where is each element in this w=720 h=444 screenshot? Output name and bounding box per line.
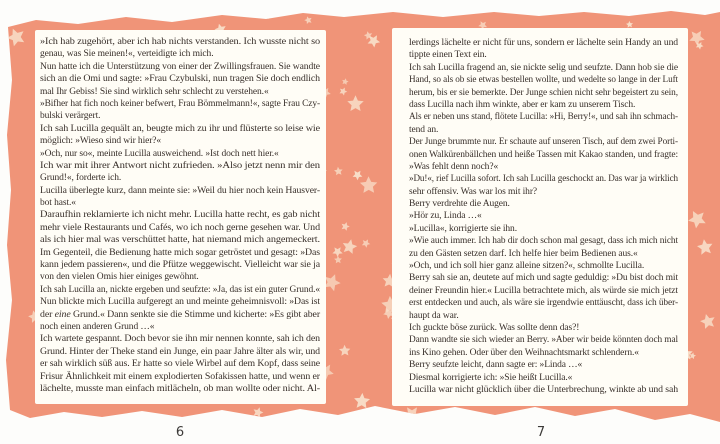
text-line: sehr offensiv. Was war los mit ihr?	[409, 186, 538, 197]
text-line: dass Lucilla nach ihm winkte, aber er kam zu unserem Tisch.	[409, 99, 636, 110]
text-line: Ich sah Lucilla an, nickte ergeben und seufzte: »Ja, das ist ein guter Grund.«	[40, 284, 320, 295]
text-line: Berry verdrehte die Augen.	[409, 199, 510, 210]
text-line: herum, bis er sie bemerkte. Der Junge schien nicht sehr begeistert zu sein,	[409, 87, 678, 98]
text-line: Diesmal korrigierte ich: »Sie heißt Lucilla.«	[409, 372, 573, 383]
star-icon	[509, 413, 519, 422]
text-line: Hand, so als ob sie etwas bestellen wollte, und wedelte so lange in der Luft	[409, 75, 678, 86]
text-line: »Ich hab zugehört, aber ich hab nichts verstanden. Ich wusste nicht so	[40, 37, 320, 47]
text-line: Berry seufzte leicht, dann sagte er: »Linda …«	[409, 360, 583, 371]
text-line: sich an die Omi und sagte: »Frau Czybulski, nun tragen Sie doch endlich	[40, 74, 321, 85]
left-page	[35, 30, 326, 404]
text-line: Der Junge brummte nur. Er schaute auf unseren Tisch, auf dem zwei Porti-	[409, 137, 678, 148]
text-line: genau, was Sie meinen!«, verteidigte ich mich.	[40, 49, 214, 60]
text-line: zu den Gästen setzen darf. Ich helfe hier beim Bedienen aus.«	[409, 248, 638, 259]
right-page-lines	[409, 35, 678, 394]
page-number-left: 6	[175, 425, 185, 440]
right-page	[392, 28, 688, 406]
text-line: »Och, nur so«, meinte Lucilla ausweichend. »Ist doch nett hier.«	[40, 148, 279, 159]
text-line: Ich war mit ihrer Antwort nicht zufrieden. »Also jetzt nenn mir den	[40, 160, 321, 171]
page-number-right: 7	[536, 425, 546, 440]
text-line: Nun hatte ich die Unterstützung von einer der Zwillingsfrauen. Sie wandte	[40, 61, 320, 72]
text-line: »Hör zu, Linda …«	[409, 211, 482, 222]
text-line: mal Ihr Gebiss! Sie sind wirklich sehr schlecht zu verstehen.«	[40, 86, 269, 97]
text-line: haupt da war.	[409, 310, 459, 321]
text-line: noch einen anderen Grund …«	[40, 321, 155, 332]
text-line: Lucilla überlegte kurz, dann meinte sie: »Weil du hier noch kein Hausver-	[40, 185, 320, 196]
text-line: bulski verärgert.	[40, 111, 101, 122]
text-line: Grund. Hinter der Theke stand ein Junge, ein paar Jahre älter als wir, und	[40, 346, 320, 357]
text-line: deiner Freundin hier.« Lucilla betrachtete mich, als würde sie mich jetzt	[409, 285, 679, 296]
text-line: als ich hier mal was verschüttet hatte, hat niemand mich angemeckert.	[40, 235, 321, 246]
text-line: der eine Grund.« Dann senkte sie die Stimme und kicherte: »Es gibt aber	[40, 309, 321, 320]
text-line: möglich: »Wieso sind wir hier?«	[40, 136, 162, 147]
text-line: tend an.	[409, 124, 439, 135]
text-line: Berry sah sie an, deutete auf mich und sagte geduldig: »Du bist doch mit	[409, 273, 679, 284]
text-line: »Bifher hat fich noch keiner befwert, Frau Bömmelmann!«, sagte Frau Czy-	[40, 98, 321, 109]
text-line: lächelte, musste man einfach mitlächeln, ob man wollte oder nicht. Al-	[40, 383, 320, 394]
text-line: Dann wandte sie sich wieder an Berry. »Aber wir beide könnten doch mal	[409, 335, 678, 346]
text-line: er sah wirklich süß aus. Er hatte so viele Wirbel auf dem Kopf, dass seine	[40, 359, 321, 370]
text-line: Daraufhin reklamierte ich nicht mehr. Lucilla hatte recht, es gab nicht	[40, 210, 320, 221]
text-line: ins Kino gehen. Oder über den Weihnachtsmarkt schlendern.«	[409, 347, 639, 358]
text-line: Grund!«, forderte ich.	[40, 173, 122, 184]
text-line: mehr viele Restaurants und Cafés, wo ich noch gerne gesehen war. Und	[40, 222, 320, 233]
text-line: Ich wartete gespannt. Doch bevor sie ihn mir nennen konnte, sah ich den	[40, 334, 320, 345]
text-line: Lucilla war nicht glücklich über die Unterbrechung, winkte ab und sah	[409, 384, 678, 395]
text-line: »Wie auch immer. Ich hab dir doch schon mal gesagt, dass ich mich nicht	[409, 236, 679, 247]
text-line: von den vielen Omis hier einiges gewöhnt.	[40, 272, 199, 283]
text-line: Im Gegenteil, die Bedienung hatte mich sogar getröstet und gesagt: »Das	[40, 247, 320, 258]
text-line: »Och, und ich soll hier ganz alleine sitzen?«, schmollte Lucilla.	[409, 261, 645, 272]
text-line: »Lucilla«, korrigierte sie ihn.	[409, 223, 517, 234]
text-line: lerdings lächelte er nicht für uns, sondern er lächelte sein Handy an und	[409, 38, 679, 48]
text-line: »Was fehlt denn noch?«	[409, 161, 499, 172]
text-line: Ich sah Lucilla fragend an, sie nickte selig und seufzte. Dann hob sie die	[409, 62, 679, 73]
text-line: Ich sah Lucilla gequält an, beugte mich zu ihr und flüsterte so leise wie	[40, 123, 320, 134]
left-page-lines	[40, 34, 320, 393]
text-line: Frisur Ähnlichkeit mit einem explodierten Sofakissen hatte, und wenn er	[40, 371, 320, 382]
text-line: kann jedem passieren«, und die Pfütze weggewischt. Vielleicht war sie ja	[40, 260, 321, 271]
text-line: tippte einen Text ein.	[409, 50, 487, 61]
left-page-text-column	[35, 30, 326, 404]
text-line: »Du!«, rief Lucilla sofort. Ich sah Lucilla geschockt an. Das war ja wirklich	[409, 174, 678, 185]
text-line: bot hast.«	[40, 198, 76, 209]
text-line: erst entdecken und auch, als wäre sie irgendwie enttäuscht, dass ich über-	[409, 298, 678, 309]
text-line: Nun blickte mich Lucilla aufgeregt an und meinte geheimnisvoll: »Das ist	[40, 297, 320, 308]
text-line: Als er neben uns stand, flötete Lucilla: »Hi, Berry!«, und sah ihn schmach-	[409, 112, 679, 123]
text-line: Ich guckte böse zurück. Was sollte denn das?!	[409, 322, 580, 333]
right-page-text-column	[392, 28, 688, 406]
text-line: onen Walkürenbällchen und heiße Tassen mit Kakao standen, und fragte:	[409, 149, 678, 160]
